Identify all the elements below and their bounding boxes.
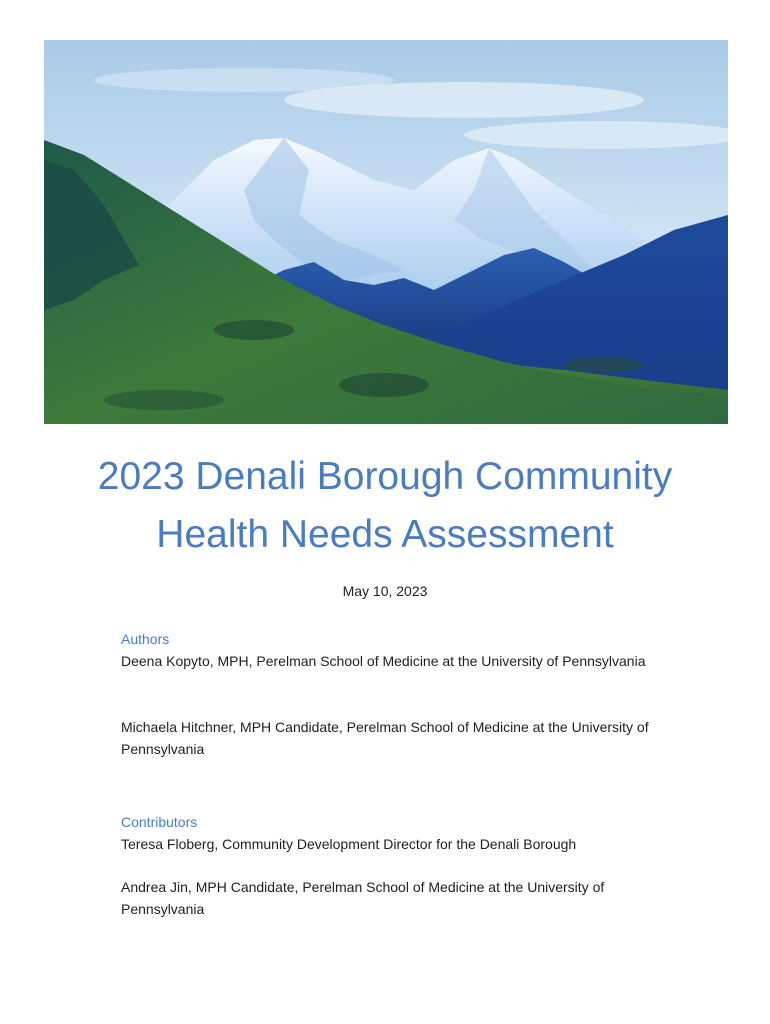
author-entry-1: Deena Kopyto, MPH, Perelman School of Medicine at the University of Pennsylvania (121, 653, 646, 669)
contributors-heading: Contributors (121, 814, 198, 830)
title-line-2: Health Needs Assessment (156, 513, 614, 556)
author-entry-2: Michaela Hitchner, MPH Candidate, Perelman School of Medicine at the University of Pennsylvania (121, 719, 649, 757)
page-title (0, 448, 770, 564)
cover-photo-mountains (44, 40, 728, 424)
authors-heading: Authors (121, 631, 170, 647)
title-line-1: 2023 Denali Borough Community (97, 455, 673, 498)
mountain-landscape-illustration (44, 40, 728, 424)
contributor-entry-1: Teresa Floberg, Community Development Director for the Denali Borough (121, 836, 577, 852)
publication-date: May 10, 2023 (342, 583, 428, 599)
contributor-entry-2: Andrea Jin, MPH Candidate, Perelman School of Medicine at the University of Pennsylvania (121, 879, 605, 917)
